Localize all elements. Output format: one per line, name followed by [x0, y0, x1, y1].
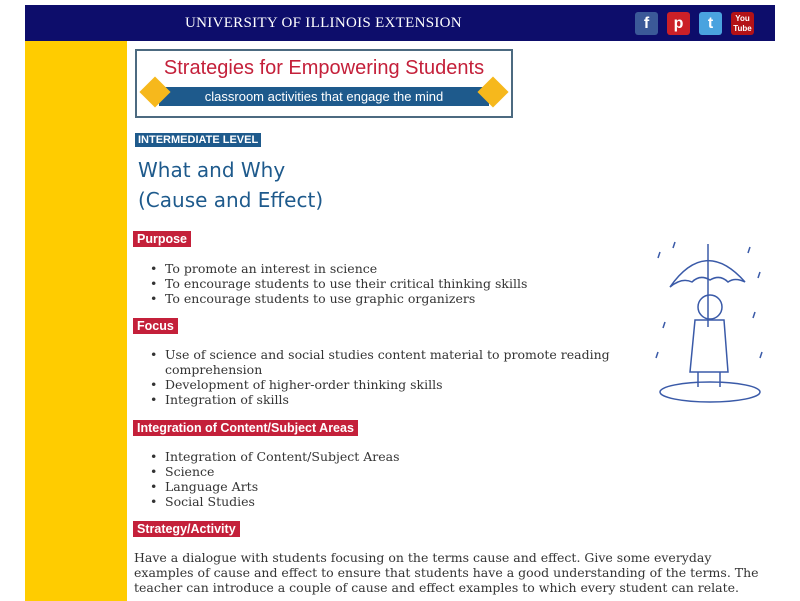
youtube-icon[interactable]: You Tube — [731, 12, 754, 35]
list-item: • To encourage students to use graphic organizers — [165, 291, 645, 306]
strategy-paragraph: Have a dialogue with students focusing on the terms cause and effect. Give some everyday examples of cause and effect to ensure that students have a good understanding of the terms. The teacher can introduce a couple of cause and effect examples to which every student can relate. — [134, 550, 759, 595]
pinterest-icon[interactable]: p — [667, 12, 690, 35]
banner-title: Strategies for Empowering Students — [163, 57, 485, 79]
list-item: • Social Studies — [165, 494, 645, 509]
list-item: • Language Arts — [165, 479, 645, 494]
purpose-list — [165, 261, 645, 306]
list-item: • To promote an interest in science — [165, 261, 645, 276]
list-item: • Integration of Content/Subject Areas — [165, 449, 645, 464]
list-item: • Science — [165, 464, 645, 479]
list-item: • Use of science and social studies content material to promote reading comprehension — [165, 347, 645, 377]
integration-list — [165, 449, 645, 509]
sidebar — [25, 41, 127, 601]
banner-subtitle: classroom activities that engage the mind — [159, 87, 489, 106]
program-banner — [135, 49, 513, 118]
section-heading-purpose: Purpose — [133, 231, 191, 247]
focus-list — [165, 347, 645, 407]
level-badge: INTERMEDIATE LEVEL — [135, 133, 261, 147]
top-bar — [25, 5, 775, 41]
section-heading-integration: Integration of Content/Subject Areas — [133, 420, 358, 436]
page-title — [138, 155, 323, 215]
list-item: • Development of higher-order thinking skills — [165, 377, 645, 392]
title-line: What and Why — [138, 158, 286, 182]
facebook-icon[interactable]: f — [635, 12, 658, 35]
title-line: (Cause and Effect) — [138, 188, 324, 212]
section-heading-focus: Focus — [133, 318, 178, 334]
list-item: • To encourage students to use their critical thinking skills — [165, 276, 645, 291]
list-item: • Integration of skills — [165, 392, 645, 407]
site-title[interactable]: UNIVERSITY OF ILLINOIS EXTENSION — [185, 15, 462, 31]
umbrella-child-illustration — [650, 232, 770, 412]
section-heading-strategy: Strategy/Activity — [133, 521, 240, 537]
twitter-icon[interactable]: t — [699, 12, 722, 35]
